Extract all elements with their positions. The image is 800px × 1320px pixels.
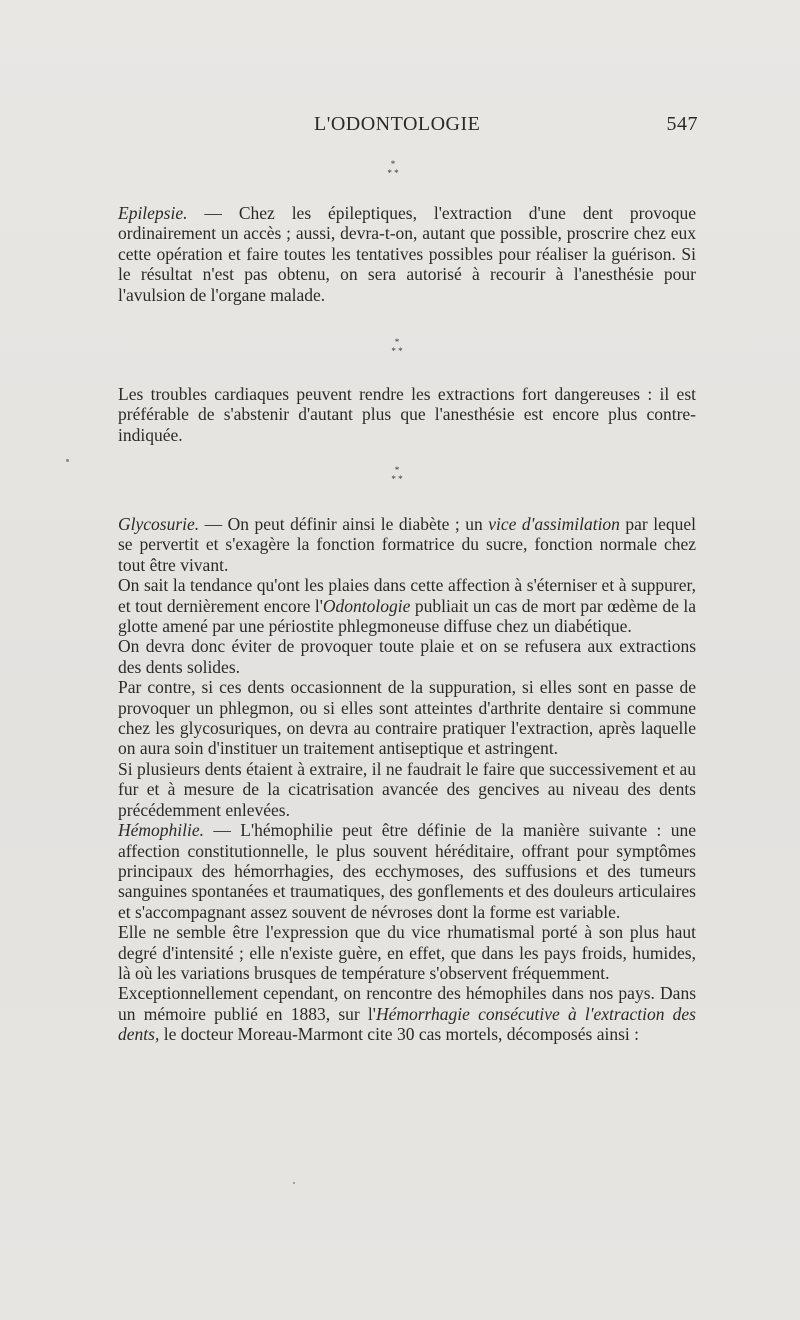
section-epilepsie	[118, 203, 696, 305]
epilepsie-text: — Chez les épileptiques, l'extraction d'une dent provoque ordinairement un accès ; aussi, devra-t-on, autant que possible, proscrire chez eux cette opération et faire toutes les tentatives possibles pour réaliser la guérison. Si le résultat n'est pas obtenu, on sera autorisé à recourir à l'anesthésie pour l'avulsion de l'organe malade.	[118, 203, 696, 305]
page-number: 547	[666, 113, 698, 135]
hemophilie-p3-b: le docteur Moreau-Marmont cite 30 cas mortels, décomposés ainsi :	[159, 1024, 639, 1045]
cardiaques-text: Les troubles cardiaques peuvent rendre les extractions fort dangereuses : il est préférable de s'abstenir d'autant plus que l'anesthésie est encore plus contre-indiquée.	[118, 384, 696, 445]
glycosurie-paragraph-5: Si plusieurs dents étaient à extraire, il ne faudrait le faire que successivement et au fur et à mesure de la cicatrisation avancée des gencives au niveau des dents précédemment enlevées.	[118, 758, 696, 820]
section-cardiaques	[118, 384, 696, 445]
hemophilie-paragraph-2: Elle ne semble être l'expression que du vice rhumatismal porté à son plus haut degré d'intensité ; elle n'existe guère, en effet, que dans les pays froids, humides, là où les variations brusques de température s'observent fréquemment.	[118, 922, 696, 983]
page-speck	[66, 459, 69, 462]
hemophilie-p1: — L'hémophilie peut être définie de la manière suivante : une affection constitutionnelle, le plus souvent héréditaire, offrant pour symptômes principaux des hémorrhagies, des ecchymoses, des suffusions et des tumeurs sanguines spontanées et traumatiques, des gonflements et des douleurs articulaires et s'accompagnant assez souvent de névroses dont la forme est variable.	[118, 820, 696, 922]
section-glycosurie	[118, 514, 696, 1045]
asterism-3: * * *	[391, 465, 403, 484]
epilepsie-label: Epilepsie.	[118, 203, 188, 223]
glycosurie-p2-b: publiait un cas de mort par œdème de la glotte amené par une périostite phlegmoneuse diffuse chez un diabétique.	[118, 595, 697, 637]
asterism-2: * * *	[391, 337, 403, 356]
glycosurie-p2-em: Odontologie	[322, 595, 411, 616]
hemophilie-paragraph-1	[118, 820, 696, 922]
asterism-1: * * *	[387, 159, 399, 178]
glycosurie-p2-a: On sait la tendance qu'ont les plaies dans cette affection à s'éterniser et à suppurer, et tout dernièrement encore l'	[118, 575, 696, 616]
glycosurie-paragraph-1	[118, 514, 696, 575]
hemophilie-p3-em: Hémorrhagie consécutive à l'extraction des dents,	[118, 1003, 696, 1045]
glycosurie-p1-a: — On peut définir ainsi le diabète ; un	[199, 514, 489, 534]
running-header	[118, 113, 698, 143]
glycosurie-p1-em: vice d'assimilation	[488, 514, 620, 534]
hemophilie-paragraph-3	[118, 983, 696, 1044]
glycosurie-paragraph-3: On devra donc éviter de provoquer toute plaie et on se refusera aux extractions des dents solides.	[118, 636, 696, 677]
glycosurie-label: Glycosurie.	[118, 514, 200, 534]
hemophilie-p3-a: Exceptionnellement cependant, on rencontre des hémophiles dans nos pays. Dans un mémoire publié en 1883, sur l'	[118, 983, 696, 1024]
hemophilie-label: Hémophilie.	[118, 820, 205, 841]
page-speck-2	[293, 1182, 295, 1184]
glycosurie-paragraph-4: Par contre, si ces dents occasionnent de la suppuration, si elles sont en passe de provoquer un phlegmon, ou si elles sont atteintes d'arthrite dentaire si commune chez les glycosuriques, on devra au contraire pratiquer l'extraction, après laquelle on aura soin d'instituer un traitement antiseptique et astringent.	[118, 677, 696, 759]
glycosurie-paragraph-2	[118, 575, 696, 636]
journal-title: L'ODONTOLOGIE	[314, 113, 481, 135]
glycosurie-p1-b: par lequel se pervertit et s'exagère la fonction formatrice du sucre, fonction normale chez tout être vivant.	[118, 514, 697, 575]
